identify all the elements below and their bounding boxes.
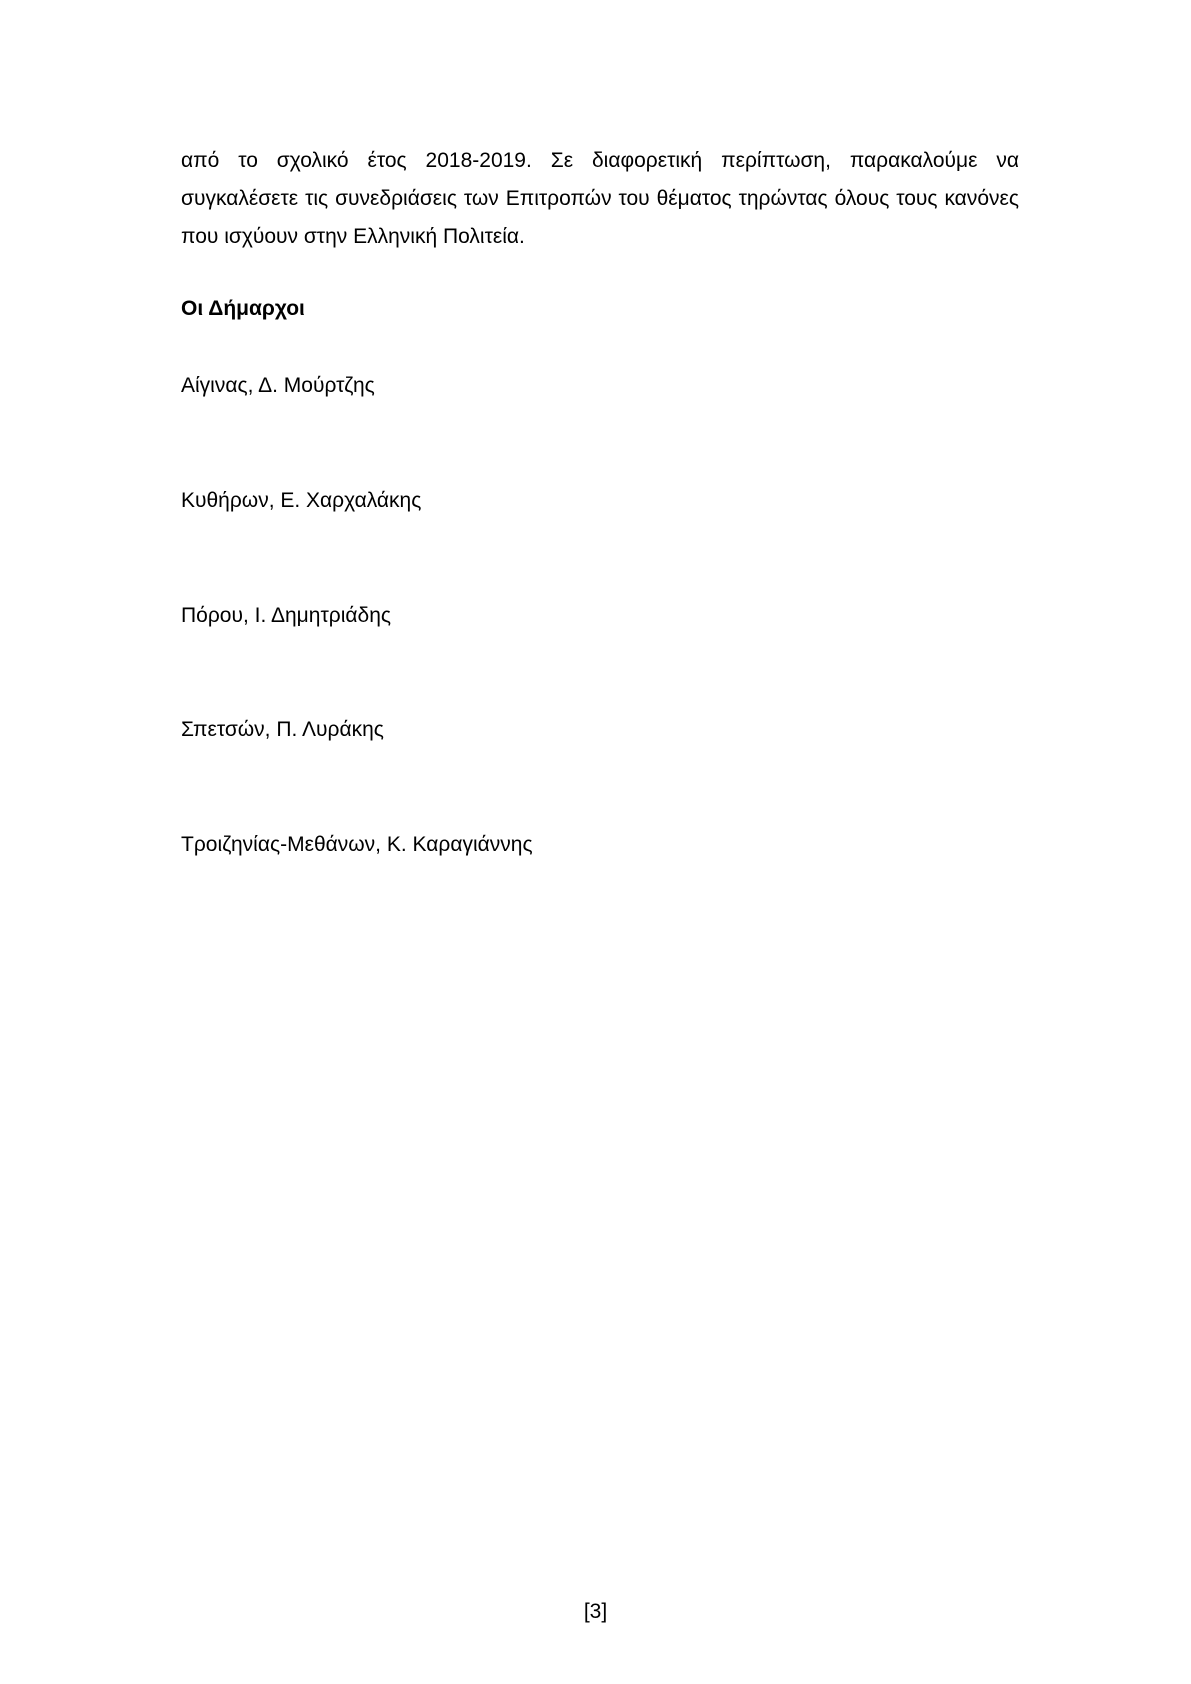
signatory-poros: Πόρου, Ι. Δημητριάδης [181, 604, 391, 627]
body-paragraph: από το σχολικό έτος 2018-2019. Σε διαφορετική περίπτωση, παρακαλούμε να συγκαλέσετε τις συνεδριάσεις των Επιτροπών του θέματος τηρώντας όλους τους κανόνες που ισχύουν στην Ελληνική Πολιτεία. [181, 149, 1019, 248]
signatory-troizinia-methana: Τροιζηνίας-Μεθάνων, Κ. Καραγιάννης [181, 833, 533, 856]
signatory-aegina: Αίγινας, Δ. Μούρτζης [181, 374, 375, 397]
signatory-spetses: Σπετσών, Π. Λυράκης [181, 718, 384, 741]
page-number: [3] [583, 1600, 608, 1623]
signatories-heading: Οι Δήμαρχοι [181, 297, 305, 320]
signatory-kythira: Κυθήρων, Ε. Χαρχαλάκης [181, 489, 422, 512]
